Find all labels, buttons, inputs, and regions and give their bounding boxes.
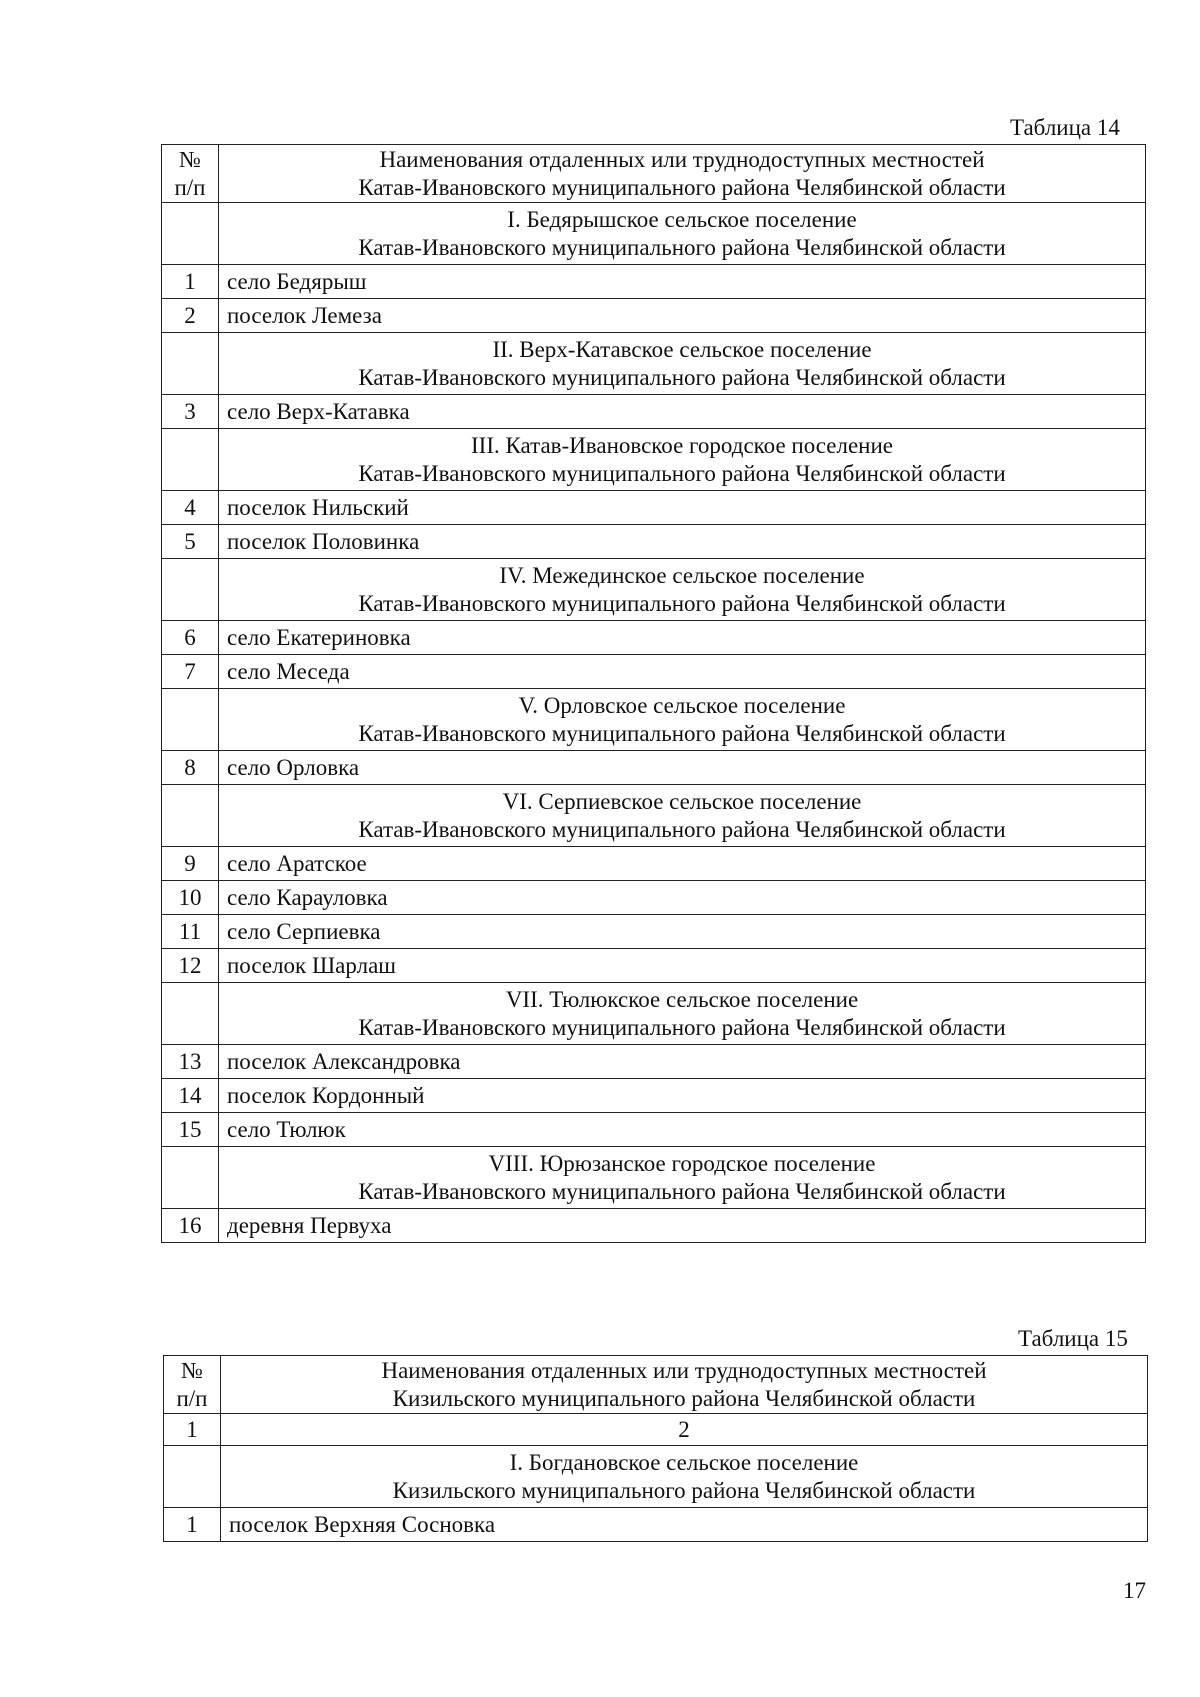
section-title-cell — [219, 1147, 1146, 1209]
row-number-cell: 12 — [162, 949, 219, 983]
section-title-cell — [219, 559, 1146, 621]
section-row — [162, 559, 1146, 621]
header-title-cell — [221, 1356, 1148, 1414]
row-number-cell: 3 — [162, 395, 219, 429]
table-row — [162, 1113, 1146, 1147]
table-row — [162, 847, 1146, 881]
section-title-line: I. Бедярышское сельское поселение — [507, 206, 857, 232]
row-number-cell: 1 — [164, 1508, 221, 1542]
locality-name-cell: село Тюлюк — [219, 1113, 1146, 1147]
section-title-cell — [219, 333, 1146, 395]
section-title-cell — [219, 689, 1146, 751]
table-14-caption: Таблица 14 — [1010, 115, 1120, 140]
section-row — [162, 785, 1146, 847]
section-number-cell — [162, 983, 219, 1045]
table-row — [162, 525, 1146, 559]
locality-name-cell: поселок Половинка — [219, 525, 1146, 559]
section-title-line: Кизильского муниципального района Челябинской области — [392, 1477, 976, 1503]
table-row — [162, 881, 1146, 915]
section-title-cell — [219, 785, 1146, 847]
locality-name-cell: деревня Первуха — [219, 1209, 1146, 1243]
row-number-cell: 4 — [162, 491, 219, 525]
section-title-line: Катав-Ивановского муниципального района Челябинской области — [358, 590, 1006, 616]
section-title-line: Катав-Ивановского муниципального района Челябинской области — [358, 1178, 1006, 1204]
row-number-cell: 2 — [162, 299, 219, 333]
header-number-line: п/п — [176, 1385, 208, 1411]
row-number-cell: 13 — [162, 1045, 219, 1079]
table-header-row — [164, 1356, 1148, 1414]
table-row — [162, 1079, 1146, 1113]
header-number-line: № — [179, 146, 201, 172]
section-title-line: Катав-Ивановского муниципального района Челябинской области — [358, 1014, 1006, 1040]
section-title-line: VI. Серпиевское сельское поселение — [502, 788, 862, 814]
table-row — [162, 265, 1146, 299]
locality-name-cell: село Карауловка — [219, 881, 1146, 915]
page-number: 17 — [1123, 1578, 1146, 1603]
section-row — [162, 429, 1146, 491]
header-number-cell — [162, 145, 219, 203]
section-title-line: VII. Тюлюкское сельское поселение — [505, 986, 859, 1012]
section-row — [162, 689, 1146, 751]
row-number-cell: 15 — [162, 1113, 219, 1147]
locality-name-cell: село Аратское — [219, 847, 1146, 881]
section-number-cell — [164, 1446, 221, 1508]
section-row — [164, 1446, 1148, 1508]
row-number-cell: 5 — [162, 525, 219, 559]
section-row — [162, 203, 1146, 265]
header-number-line: № — [181, 1357, 203, 1383]
table-row — [162, 621, 1146, 655]
locality-name-cell: село Серпиевка — [219, 915, 1146, 949]
section-number-cell — [162, 559, 219, 621]
section-number-cell — [162, 1147, 219, 1209]
section-number-cell — [162, 203, 219, 265]
header-title-line: Кизильского муниципального района Челябинской области — [392, 1385, 976, 1411]
row-number-cell: 16 — [162, 1209, 219, 1243]
section-number-cell — [162, 689, 219, 751]
section-title-line: IV. Межединское сельское поселение — [499, 562, 865, 588]
locality-name-cell: поселок Александровка — [219, 1045, 1146, 1079]
table-row — [162, 1045, 1146, 1079]
row-number-cell: 1 — [162, 265, 219, 299]
column-number-cell: 2 — [221, 1414, 1148, 1446]
header-number-line: п/п — [174, 174, 206, 200]
locality-name-cell: село Бедярыш — [219, 265, 1146, 299]
table-row — [162, 655, 1146, 689]
section-number-cell — [162, 429, 219, 491]
row-number-cell: 9 — [162, 847, 219, 881]
section-title-cell — [219, 203, 1146, 265]
section-title-line: Катав-Ивановского муниципального района Челябинской области — [358, 234, 1006, 260]
section-title-line: I. Богдановское сельское поселение — [509, 1449, 859, 1475]
table-row — [162, 491, 1146, 525]
table-14 — [161, 144, 1146, 1243]
table-row — [162, 1209, 1146, 1243]
table-row — [162, 751, 1146, 785]
locality-name-cell: село Орловка — [219, 751, 1146, 785]
table-row — [162, 395, 1146, 429]
locality-name-cell: поселок Нильский — [219, 491, 1146, 525]
locality-name-cell: село Верх-Катавка — [219, 395, 1146, 429]
section-title-line: Катав-Ивановского муниципального района Челябинской области — [358, 364, 1006, 390]
header-title-line: Наименования отдаленных или труднодоступных местностей — [379, 146, 985, 172]
section-title-line: V. Орловское сельское поселение — [518, 692, 846, 718]
header-number-cell — [164, 1356, 221, 1414]
locality-name-cell: поселок Верхняя Сосновка — [221, 1508, 1148, 1542]
locality-name-cell: поселок Лемеза — [219, 299, 1146, 333]
table-header-row — [162, 145, 1146, 203]
row-number-cell: 14 — [162, 1079, 219, 1113]
section-title-line: VIII. Юрюзанское городское поселение — [488, 1150, 876, 1176]
row-number-cell: 6 — [162, 621, 219, 655]
header-title-line: Наименования отдаленных или труднодоступных местностей — [381, 1357, 987, 1383]
section-title-line: III. Катав-Ивановское городское поселение — [471, 432, 893, 458]
row-number-cell: 8 — [162, 751, 219, 785]
section-title-line: Катав-Ивановского муниципального района Челябинской области — [358, 816, 1006, 842]
locality-name-cell: поселок Кордонный — [219, 1079, 1146, 1113]
section-row — [162, 333, 1146, 395]
table-15-caption: Таблица 15 — [1018, 1326, 1128, 1351]
section-title-line: Катав-Ивановского муниципального района Челябинской области — [358, 720, 1006, 746]
row-number-cell: 11 — [162, 915, 219, 949]
locality-name-cell: село Екатериновка — [219, 621, 1146, 655]
row-number-cell: 10 — [162, 881, 219, 915]
header-title-cell — [219, 145, 1146, 203]
section-title-cell — [219, 983, 1146, 1045]
locality-name-cell: поселок Шарлаш — [219, 949, 1146, 983]
table-row — [162, 299, 1146, 333]
table-row — [162, 949, 1146, 983]
table-row — [164, 1508, 1148, 1542]
row-number-cell: 1 — [164, 1414, 221, 1446]
table-row — [162, 915, 1146, 949]
section-number-cell — [162, 785, 219, 847]
section-row — [162, 983, 1146, 1045]
column-number-row — [164, 1414, 1148, 1446]
section-title-cell — [221, 1446, 1148, 1508]
section-title-line: II. Верх-Катавское сельское поселение — [492, 336, 872, 362]
section-title-cell — [219, 429, 1146, 491]
header-title-line: Катав-Ивановского муниципального района Челябинской области — [358, 174, 1006, 200]
section-title-line: Катав-Ивановского муниципального района Челябинской области — [358, 460, 1006, 486]
table-15 — [163, 1355, 1148, 1542]
section-number-cell — [162, 333, 219, 395]
row-number-cell: 7 — [162, 655, 219, 689]
section-row — [162, 1147, 1146, 1209]
locality-name-cell: село Меседа — [219, 655, 1146, 689]
